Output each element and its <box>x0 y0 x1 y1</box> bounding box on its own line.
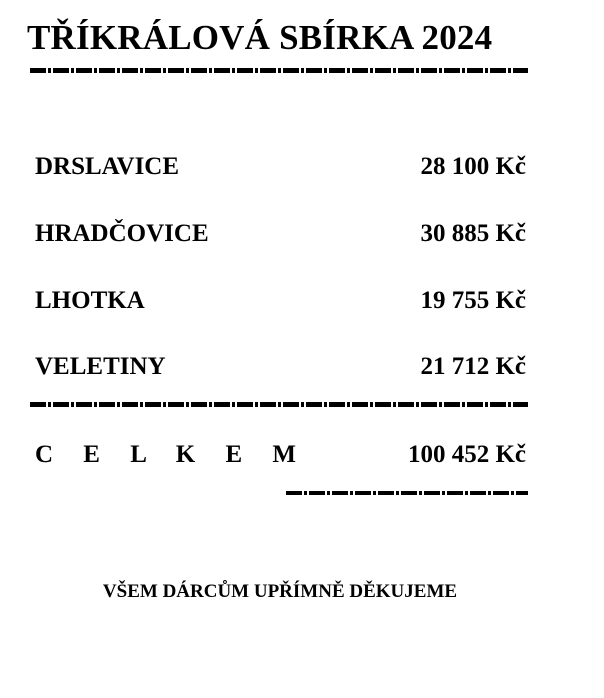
collection-row <box>35 152 526 182</box>
village-amount: 30 885 Kč <box>420 220 526 247</box>
village-amount: 28 100 Kč <box>420 153 526 180</box>
page-title: TŘÍKRÁLOVÁ SBÍRKA 2024 <box>27 18 493 57</box>
collection-row <box>35 352 526 382</box>
village-amount: 21 712 Kč <box>420 353 526 380</box>
village-name: HRADČOVICE <box>35 220 209 247</box>
divider-middle <box>30 402 528 407</box>
village-name: DRSLAVICE <box>35 153 180 180</box>
village-name: LHOTKA <box>35 287 145 314</box>
total-row <box>35 440 526 470</box>
village-name: VELETINY <box>35 353 166 380</box>
village-amount: 19 755 Kč <box>420 287 526 314</box>
divider-top <box>30 68 528 73</box>
total-amount: 100 452 Kč <box>407 441 526 468</box>
total-label: C E L K E M <box>35 441 308 468</box>
collection-row <box>35 286 526 316</box>
thank-you-note: VŠEM DÁRCŮM UPŘÍMNĚ DĚKUJEME <box>102 581 458 602</box>
divider-total-underline <box>286 491 528 495</box>
collection-row <box>35 219 526 249</box>
